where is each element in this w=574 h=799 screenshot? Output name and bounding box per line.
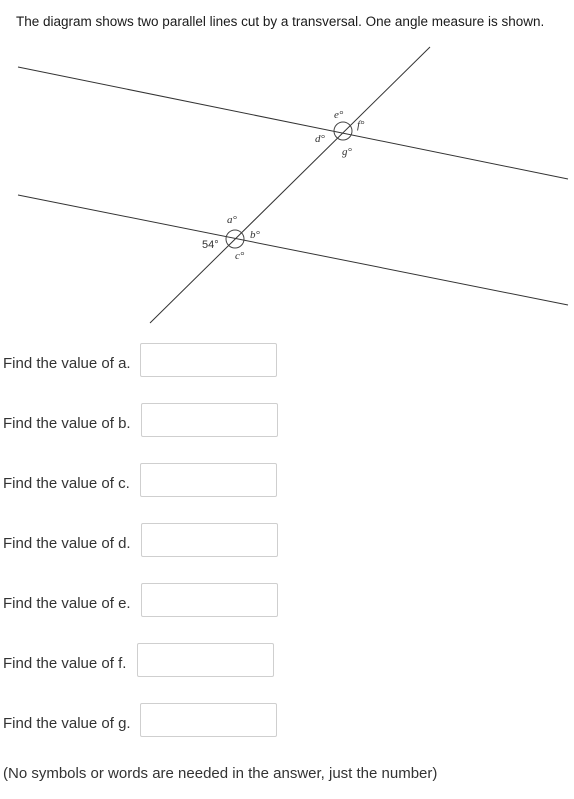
answer-f-input[interactable]	[137, 643, 274, 677]
answer-c-input[interactable]	[140, 463, 277, 497]
angle-a-label: a°	[227, 214, 237, 226]
angle-d-label: d°	[315, 133, 325, 145]
answer-e-input[interactable]	[141, 583, 278, 617]
question-a-label: Find the value of a.	[3, 355, 131, 372]
question-d-label: Find the value of d.	[3, 535, 131, 552]
answer-g-input[interactable]	[140, 703, 277, 737]
question-f-label: Find the value of f.	[3, 655, 127, 672]
question-c-label: Find the value of c.	[3, 475, 130, 492]
answer-format-note: (No symbols or words are needed in the answer, just the number)	[3, 765, 438, 782]
angle-g-label: g°	[342, 146, 352, 158]
angle-f-label: f°	[357, 119, 365, 131]
answer-a-input[interactable]	[140, 343, 277, 377]
angle-c-label: c°	[235, 250, 245, 262]
upper-parallel-line	[18, 67, 568, 179]
upper-intersection-circle	[334, 122, 352, 140]
angle-e-label: e°	[334, 109, 344, 121]
parallel-lines-diagram	[0, 40, 574, 330]
angle-b-label: b°	[250, 229, 260, 241]
lower-parallel-line	[18, 195, 568, 305]
question-e-label: Find the value of e.	[3, 595, 131, 612]
answer-b-input[interactable]	[141, 403, 278, 437]
question-prompt: The diagram shows two parallel lines cut by a transversal. One angle measure is shown.	[16, 14, 545, 29]
transversal-line	[150, 47, 430, 323]
question-g-label: Find the value of g.	[3, 715, 131, 732]
question-b-label: Find the value of b.	[3, 415, 131, 432]
answer-d-input[interactable]	[141, 523, 278, 557]
given-angle-label: 54°	[202, 239, 219, 251]
